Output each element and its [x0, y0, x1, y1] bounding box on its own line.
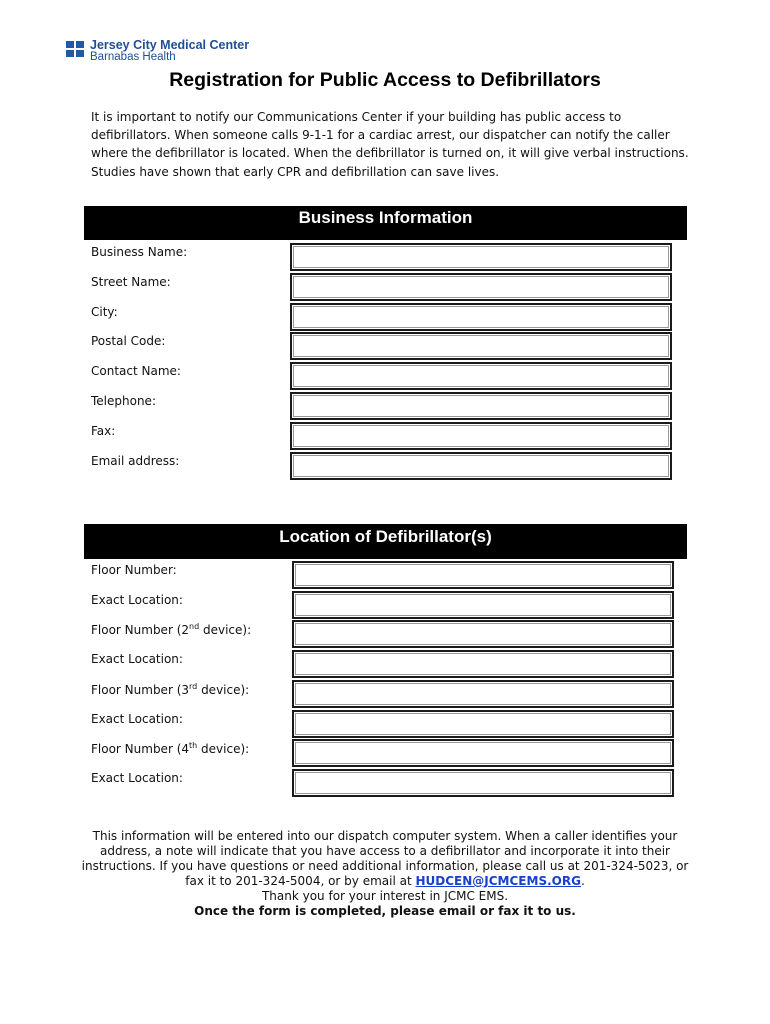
location-field-input[interactable]	[292, 561, 674, 589]
business-field-row	[84, 361, 687, 391]
business-field-input[interactable]	[290, 362, 672, 390]
business-field-row	[84, 451, 687, 481]
location-field-row	[84, 679, 687, 709]
logo-text	[90, 39, 249, 63]
business-field-label: Telephone:	[91, 394, 156, 408]
logo-name: Jersey City Medical Center	[90, 38, 250, 52]
business-field-label: Fax:	[91, 423, 116, 438]
business-section-header: Business Information	[84, 206, 687, 240]
submit-instruction: Once the form is completed, please email or fax it to us.	[194, 904, 576, 918]
location-field-input[interactable]	[292, 620, 674, 648]
location-field-row	[84, 768, 687, 798]
location-field-input[interactable]	[292, 591, 674, 619]
location-field-input[interactable]	[292, 769, 674, 797]
business-field-input[interactable]	[290, 243, 672, 271]
location-field-label: Floor Number (3rd device):	[91, 681, 250, 697]
business-field-row	[84, 302, 687, 332]
business-field-label: Contact Name:	[91, 364, 181, 379]
location-field-input[interactable]	[292, 650, 674, 678]
location-field-row	[84, 709, 687, 739]
organization-logo	[66, 39, 249, 63]
business-field-input[interactable]	[290, 332, 672, 360]
thanks-text: Thank you for your interest in JCMC EMS.	[261, 889, 509, 903]
business-field-input[interactable]	[290, 422, 672, 450]
closing-period: .	[580, 874, 585, 888]
business-field-input[interactable]	[290, 392, 672, 420]
email-link[interactable]: HUDCEN@JCMCEMS.ORG	[415, 874, 581, 888]
location-field-row	[84, 590, 687, 620]
intro-paragraph: It is important to notify our Communications Center if your building has public access to defibrillators. When someone calls 9-1-1 for a cardiac arrest, our dispatcher can notify the caller where the defibrillator is located. When the defibrillator is turned on, it will give verbal instructions. Studies have shown that early CPR and defibrillation can save lives.	[91, 110, 689, 179]
business-field-label: Postal Code:	[91, 334, 166, 349]
location-field-input[interactable]	[292, 739, 674, 767]
location-field-row	[84, 738, 687, 768]
business-field-row	[84, 272, 687, 302]
closing-paragraph	[80, 829, 690, 919]
page-title: Registration for Public Access to Defibrillators	[169, 69, 601, 91]
business-field-label: City:	[91, 304, 118, 319]
business-field-label: Street Name:	[91, 274, 171, 289]
location-field-label: Exact Location:	[91, 652, 183, 667]
location-section-header: Location of Defibrillator(s)	[84, 524, 687, 559]
location-field-row	[84, 649, 687, 679]
location-field-label: Exact Location:	[91, 592, 183, 607]
location-field-label: Floor Number (2nd device):	[91, 622, 252, 638]
business-field-input[interactable]	[290, 273, 672, 301]
business-field-row	[84, 391, 687, 421]
business-field-row	[84, 331, 687, 361]
logo-squares-icon	[66, 41, 84, 57]
location-field-label: Exact Location:	[91, 711, 183, 726]
location-field-row	[84, 560, 687, 590]
location-field-label: Floor Number:	[91, 563, 177, 577]
business-field-label: Business Name:	[91, 245, 188, 259]
location-field-label: Exact Location:	[91, 770, 183, 785]
location-field-input[interactable]	[292, 680, 674, 708]
closing-text: This information will be entered into our dispatch computer system. When a caller identifies your address, a note will indicate that you have access to a defibrillator and incorporate it into their instructions. If you have questions or need additional information, please call us at 201-324-5023, or fax it to 201-324-5004, or by email at	[81, 829, 689, 888]
business-field-row	[84, 421, 687, 451]
location-field-label: Floor Number (4th device):	[91, 741, 250, 757]
location-field-row	[84, 619, 687, 649]
logo-subname: Barnabas Health	[90, 51, 176, 63]
location-field-input[interactable]	[292, 710, 674, 738]
business-field-input[interactable]	[290, 303, 672, 331]
business-field-row	[84, 242, 687, 272]
business-field-label: Email address:	[91, 453, 180, 468]
business-field-input[interactable]	[290, 452, 672, 480]
